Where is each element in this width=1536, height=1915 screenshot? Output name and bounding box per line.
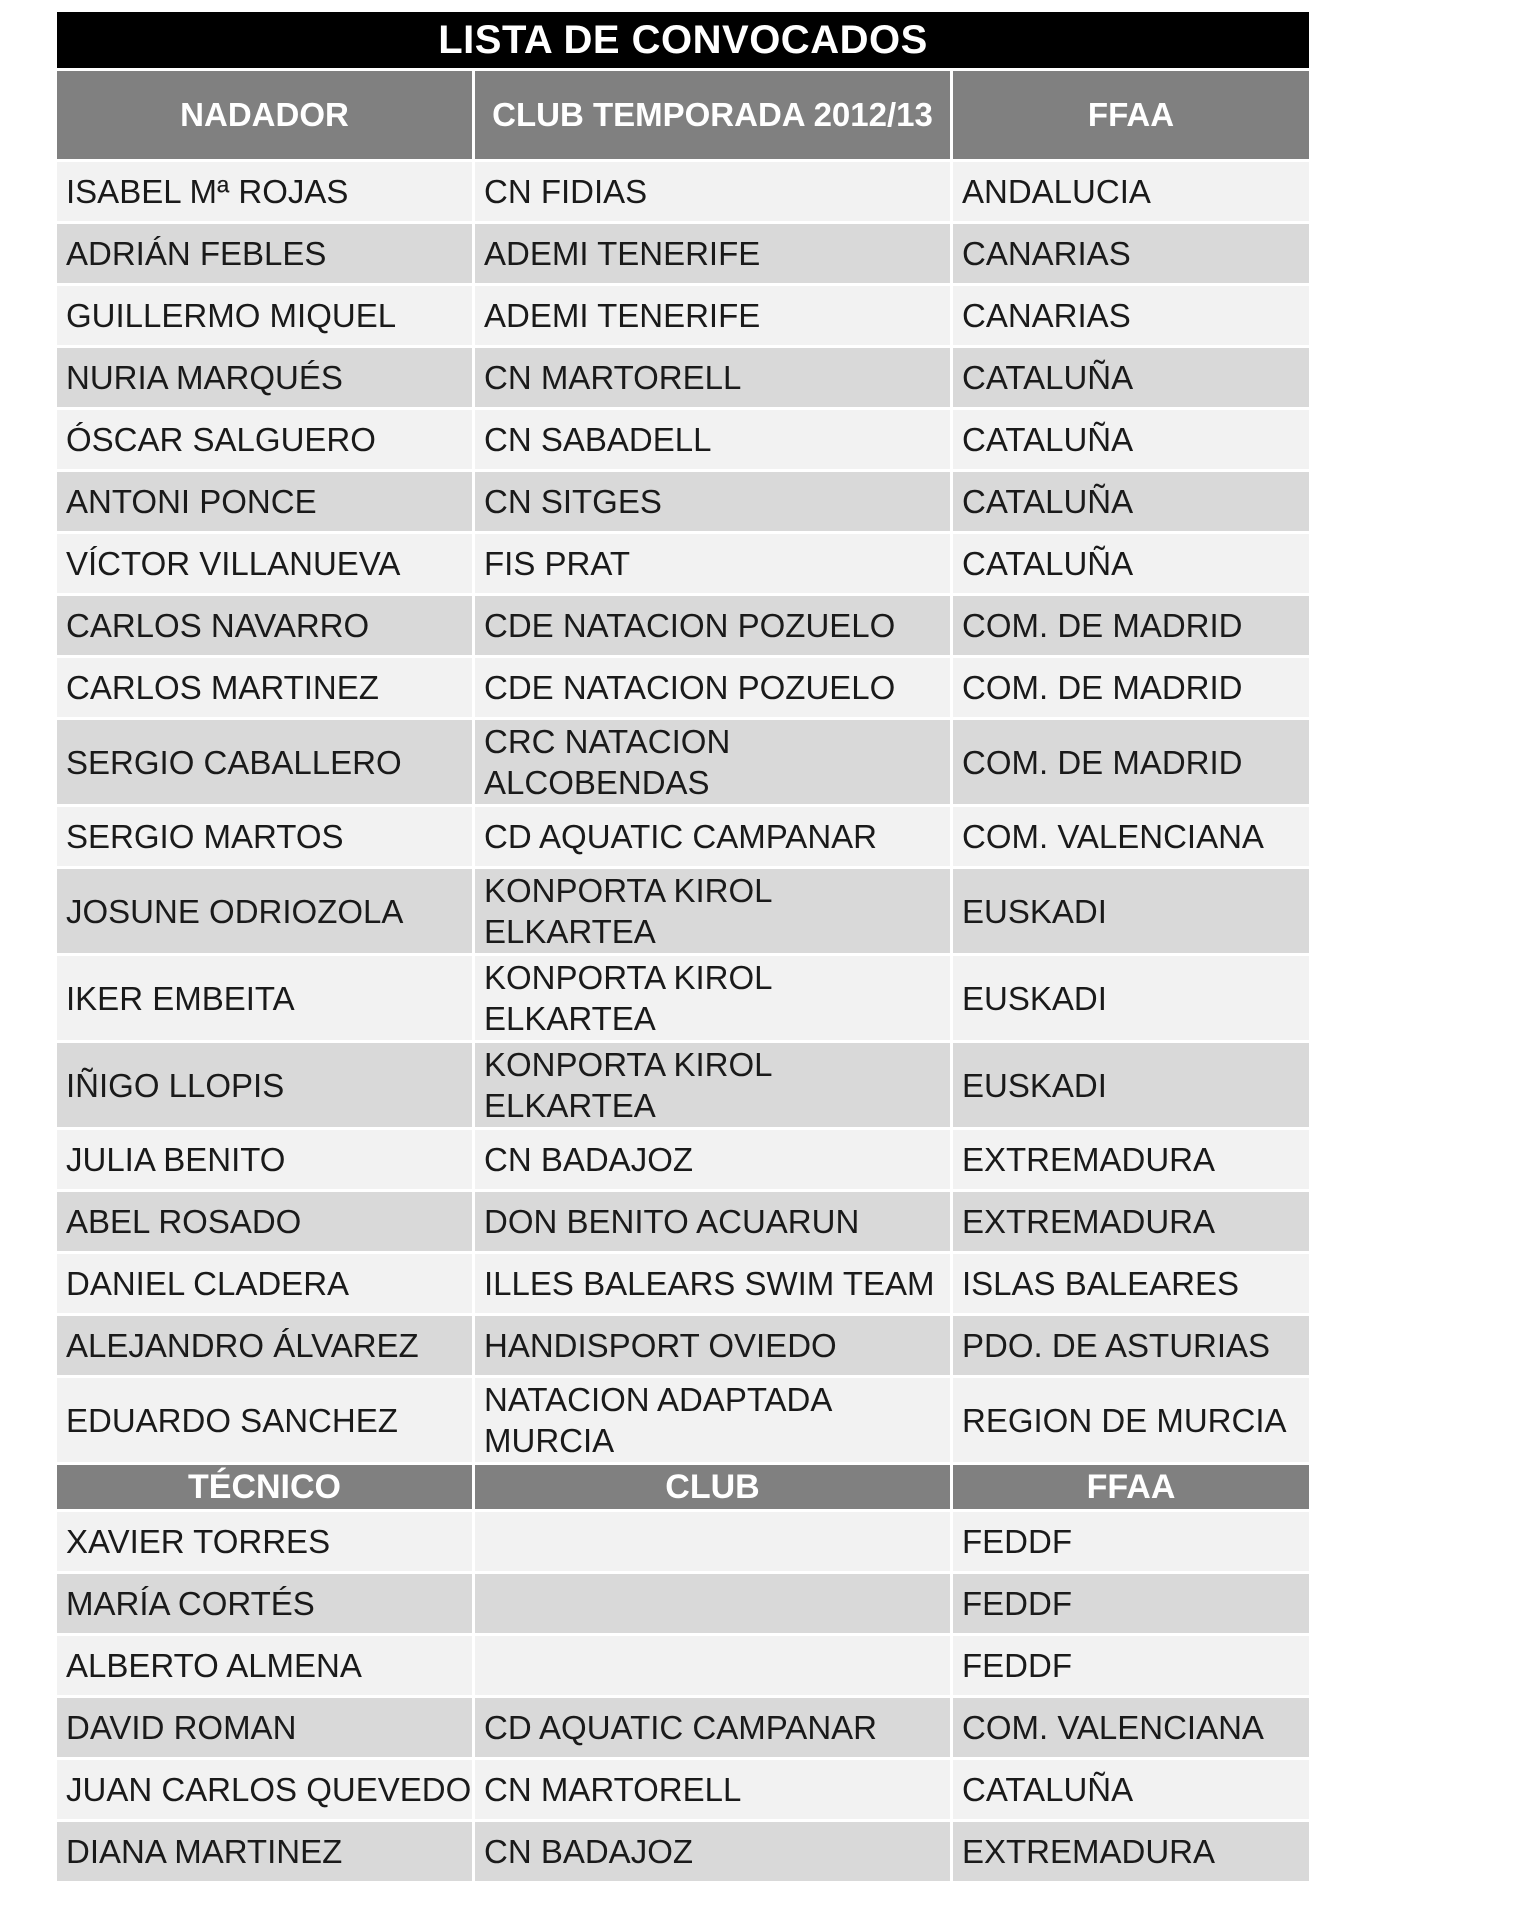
staff-ffaa-cell: FEDDF [953, 1636, 1309, 1695]
swimmer-name-cell: JOSUNE ODRIOZOLA [57, 869, 472, 953]
staff-club-cell: CN BADAJOZ [475, 1822, 950, 1881]
swimmer-club-cell: KONPORTA KIROL ELKARTEA [475, 1043, 950, 1127]
swimmer-name-cell: NURIA MARQUÉS [57, 348, 472, 407]
swimmer-club-cell: KONPORTA KIROL ELKARTEA [475, 869, 950, 953]
swimmer-club-cell: CDE NATACION POZUELO [475, 658, 950, 717]
staff-ffaa-cell: CATALUÑA [953, 1760, 1309, 1819]
swimmer-ffaa-cell: COM. DE MADRID [953, 720, 1309, 804]
staff-name-cell: XAVIER TORRES [57, 1512, 472, 1571]
staff-name-cell: DIANA MARTINEZ [57, 1822, 472, 1881]
swimmer-club-cell: KONPORTA KIROL ELKARTEA [475, 956, 950, 1040]
swimmer-name-cell: SERGIO CABALLERO [57, 720, 472, 804]
swimmer-name-cell: ISABEL Mª ROJAS [57, 162, 472, 221]
swimmer-ffaa-cell: PDO. DE ASTURIAS [953, 1316, 1309, 1375]
swimmer-ffaa-cell: ISLAS BALEARES [953, 1254, 1309, 1313]
swimmers-table [57, 71, 1309, 1462]
swimmer-ffaa-cell: CATALUÑA [953, 472, 1309, 531]
swimmer-club-cell: CN MARTORELL [475, 348, 950, 407]
swimmer-club-cell: CN SITGES [475, 472, 950, 531]
header-technician: TÉCNICO [57, 1465, 472, 1509]
swimmer-club-cell: HANDISPORT OVIEDO [475, 1316, 950, 1375]
swimmer-ffaa-cell: CATALUÑA [953, 534, 1309, 593]
swimmer-name-cell: ALEJANDRO ÁLVAREZ [57, 1316, 472, 1375]
staff-name-cell: ALBERTO ALMENA [57, 1636, 472, 1695]
swimmer-ffaa-cell: EUSKADI [953, 956, 1309, 1040]
swimmer-ffaa-cell: CATALUÑA [953, 348, 1309, 407]
swimmer-name-cell: DANIEL CLADERA [57, 1254, 472, 1313]
header-club: CLUB [475, 1465, 950, 1509]
swimmer-name-cell: CARLOS NAVARRO [57, 596, 472, 655]
swimmer-club-cell: CN BADAJOZ [475, 1130, 950, 1189]
swimmer-club-cell: ADEMI TENERIFE [475, 286, 950, 345]
staff-ffaa-cell: EXTREMADURA [953, 1822, 1309, 1881]
staff-club-cell: CN MARTORELL [475, 1760, 950, 1819]
header-ffaa-staff: FFAA [953, 1465, 1309, 1509]
staff-ffaa-cell: FEDDF [953, 1574, 1309, 1633]
staff-ffaa-cell: FEDDF [953, 1512, 1309, 1571]
header-swimmer: NADADOR [57, 71, 472, 159]
staff-club-cell [475, 1574, 950, 1633]
swimmer-ffaa-cell: EUSKADI [953, 869, 1309, 953]
swimmer-ffaa-cell: COM. DE MADRID [953, 658, 1309, 717]
staff-name-cell: MARÍA CORTÉS [57, 1574, 472, 1633]
swimmer-club-cell: CN SABADELL [475, 410, 950, 469]
swimmer-club-cell: CDE NATACION POZUELO [475, 596, 950, 655]
swimmer-club-cell: CRC NATACION ALCOBENDAS [475, 720, 950, 804]
swimmer-name-cell: EDUARDO SANCHEZ [57, 1378, 472, 1462]
header-club-season: CLUB TEMPORADA 2012/13 [475, 71, 950, 159]
swimmer-name-cell: ÓSCAR SALGUERO [57, 410, 472, 469]
staff-club-cell [475, 1636, 950, 1695]
swimmer-name-cell: ADRIÁN FEBLES [57, 224, 472, 283]
page-title: LISTA DE CONVOCADOS [57, 12, 1309, 68]
swimmer-name-cell: IÑIGO LLOPIS [57, 1043, 472, 1127]
swimmer-name-cell: CARLOS MARTINEZ [57, 658, 472, 717]
staff-name-cell: DAVID ROMAN [57, 1698, 472, 1757]
staff-name-cell: JUAN CARLOS QUEVEDO [57, 1760, 472, 1819]
swimmer-club-cell: DON BENITO ACUARUN [475, 1192, 950, 1251]
staff-club-cell: CD AQUATIC CAMPANAR [475, 1698, 950, 1757]
swimmer-ffaa-cell: COM. VALENCIANA [953, 807, 1309, 866]
swimmer-name-cell: GUILLERMO MIQUEL [57, 286, 472, 345]
swimmer-ffaa-cell: EXTREMADURA [953, 1130, 1309, 1189]
swimmer-name-cell: ABEL ROSADO [57, 1192, 472, 1251]
staff-club-cell [475, 1512, 950, 1571]
roster-sheet [57, 12, 1309, 1881]
swimmer-name-cell: SERGIO MARTOS [57, 807, 472, 866]
swimmer-ffaa-cell: CANARIAS [953, 224, 1309, 283]
header-ffaa: FFAA [953, 71, 1309, 159]
swimmer-ffaa-cell: COM. DE MADRID [953, 596, 1309, 655]
swimmer-club-cell: ILLES BALEARS SWIM TEAM [475, 1254, 950, 1313]
swimmer-name-cell: JULIA BENITO [57, 1130, 472, 1189]
swimmer-name-cell: IKER EMBEITA [57, 956, 472, 1040]
swimmer-club-cell: NATACION ADAPTADA MURCIA [475, 1378, 950, 1462]
swimmer-name-cell: ANTONI PONCE [57, 472, 472, 531]
swimmer-club-cell: CN FIDIAS [475, 162, 950, 221]
staff-ffaa-cell: COM. VALENCIANA [953, 1698, 1309, 1757]
swimmer-club-cell: FIS PRAT [475, 534, 950, 593]
swimmer-club-cell: ADEMI TENERIFE [475, 224, 950, 283]
swimmer-ffaa-cell: CANARIAS [953, 286, 1309, 345]
swimmer-club-cell: CD AQUATIC CAMPANAR [475, 807, 950, 866]
swimmer-ffaa-cell: EUSKADI [953, 1043, 1309, 1127]
swimmer-ffaa-cell: ANDALUCIA [953, 162, 1309, 221]
staff-table [57, 1465, 1309, 1881]
swimmer-name-cell: VÍCTOR VILLANUEVA [57, 534, 472, 593]
swimmer-ffaa-cell: REGION DE MURCIA [953, 1378, 1309, 1462]
swimmer-ffaa-cell: CATALUÑA [953, 410, 1309, 469]
swimmer-ffaa-cell: EXTREMADURA [953, 1192, 1309, 1251]
